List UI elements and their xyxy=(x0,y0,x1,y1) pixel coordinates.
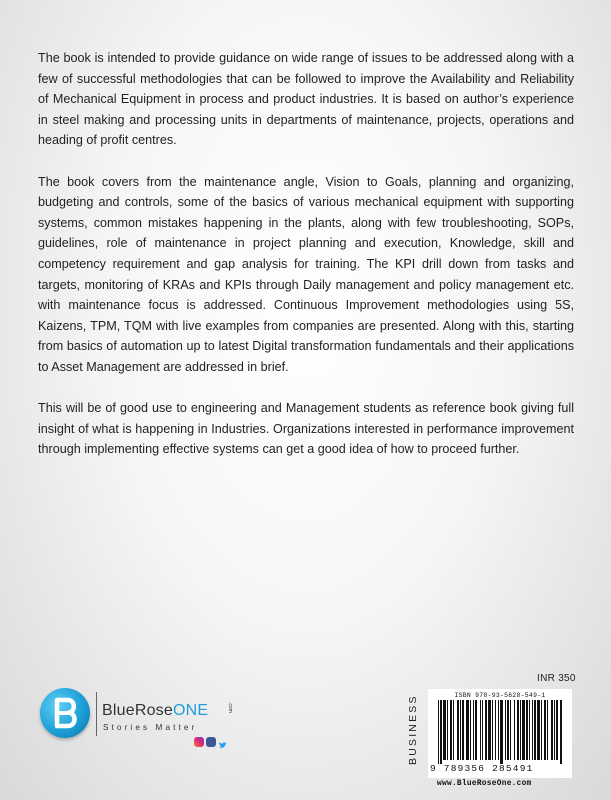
barcode-bar xyxy=(500,700,503,764)
barcode-bar xyxy=(526,700,528,760)
bluerose-logo-icon xyxy=(40,688,90,738)
barcode-bar xyxy=(453,700,454,760)
price-label: INR 350 xyxy=(537,673,576,684)
isbn-label: ISBN 978-93-5628-549-1 xyxy=(454,692,546,699)
barcode-bar xyxy=(505,700,506,760)
barcode-bar xyxy=(547,700,548,760)
barcode-bar xyxy=(517,700,519,760)
barcode-bar xyxy=(457,700,459,760)
blurb-paragraph-3: This will be of good use to engineering and Management students as reference book giving full insight of what is happening in Industries. Organizations interested in performance improvement through implementing effective systems can get a good idea of how to proceed further. xyxy=(38,401,574,457)
barcode-bar xyxy=(450,700,452,760)
barcode-bar xyxy=(462,700,464,760)
publisher-domain-suffix: .com xyxy=(227,702,233,713)
barcode-bar xyxy=(466,700,469,760)
barcode-bar xyxy=(485,700,487,760)
barcode-bar xyxy=(507,700,509,760)
blurb-paragraph-1: The book is intended to provide guidance on wide range of issues to be addressed along with a few of successful methodologies that can be followed to improve the Availability and Reliability of Mechanical Equipment in process and product industries. It is based on author’s experience in steel making and processing units in departments of maintenance, projects, operations and heading of profit centres. xyxy=(38,51,574,148)
isbn-digits: 9 789356 285491 xyxy=(430,763,534,774)
barcode-bar xyxy=(488,700,491,760)
publisher-name-part2: ONE xyxy=(172,702,209,719)
barcode-bar xyxy=(482,700,483,760)
social-icons xyxy=(194,733,230,745)
barcode-bar xyxy=(534,700,536,760)
category-text: BUSINESS xyxy=(407,694,419,765)
isbn-barcode xyxy=(428,689,572,778)
barcode-bar xyxy=(514,700,515,760)
barcode-bar xyxy=(510,700,511,760)
barcode-bar xyxy=(480,700,481,760)
barcode-bar xyxy=(470,700,471,760)
barcode-bar xyxy=(498,700,499,760)
publisher-website: www.BlueRoseOne.com xyxy=(437,780,532,788)
publisher-branding xyxy=(40,688,240,750)
barcode-bar xyxy=(529,700,530,760)
instagram-icon xyxy=(194,737,204,747)
barcode-bar xyxy=(492,700,493,760)
facebook-icon xyxy=(206,737,216,747)
publisher-tagline: Stories Matter xyxy=(103,723,198,732)
publisher-name-part1: BlueRose xyxy=(102,702,173,719)
barcode-bar xyxy=(532,700,533,760)
barcode-bar xyxy=(438,700,439,764)
barcode-bar xyxy=(556,700,558,760)
twitter-icon xyxy=(218,737,228,747)
barcode-bar xyxy=(475,700,477,760)
barcode-bar xyxy=(541,700,542,760)
barcode-bar xyxy=(537,700,540,760)
barcode-bar xyxy=(495,700,496,760)
category-label xyxy=(405,694,425,770)
barcode-bar xyxy=(554,700,555,760)
barcode-bar xyxy=(551,700,553,760)
barcode-bar xyxy=(443,700,446,760)
barcode-bar xyxy=(473,700,474,760)
barcode-bar xyxy=(447,700,448,760)
barcode-bars xyxy=(438,700,562,764)
barcode-bar xyxy=(520,700,521,760)
barcode-bar xyxy=(440,700,442,764)
publisher-name xyxy=(102,702,208,720)
barcode-bar xyxy=(544,700,546,760)
barcode-bar xyxy=(460,700,461,760)
back-cover-blurb xyxy=(38,48,574,480)
publisher-divider xyxy=(96,692,97,736)
barcode-bar xyxy=(522,700,525,760)
blurb-paragraph-2: The book covers from the maintenance angle, Vision to Goals, planning and organizing, budgeting and controls, some of the basics of various mechanical equipment with supporting systems, common mistakes happening in the plants, along with few troubleshooting, SOPs, guidelines, role of maintenance in project planning and execution, Knowledge, skill and competency requirement and gap analysis for training. The KPI drill down from tasks and targets, monitoring of KRAs and KPIs through Daily management and policy management etc. with maintenance focus is addressed. Continuous Improvement methodologies using 5S, Kaizens, TPM, TQM with live examples from companies are presented. Along with this, starting from basics of automation up to latest Digital transformation fundamentals and their applications to Asset Management are addressed in brief. xyxy=(38,174,574,374)
barcode-bar xyxy=(560,700,562,764)
